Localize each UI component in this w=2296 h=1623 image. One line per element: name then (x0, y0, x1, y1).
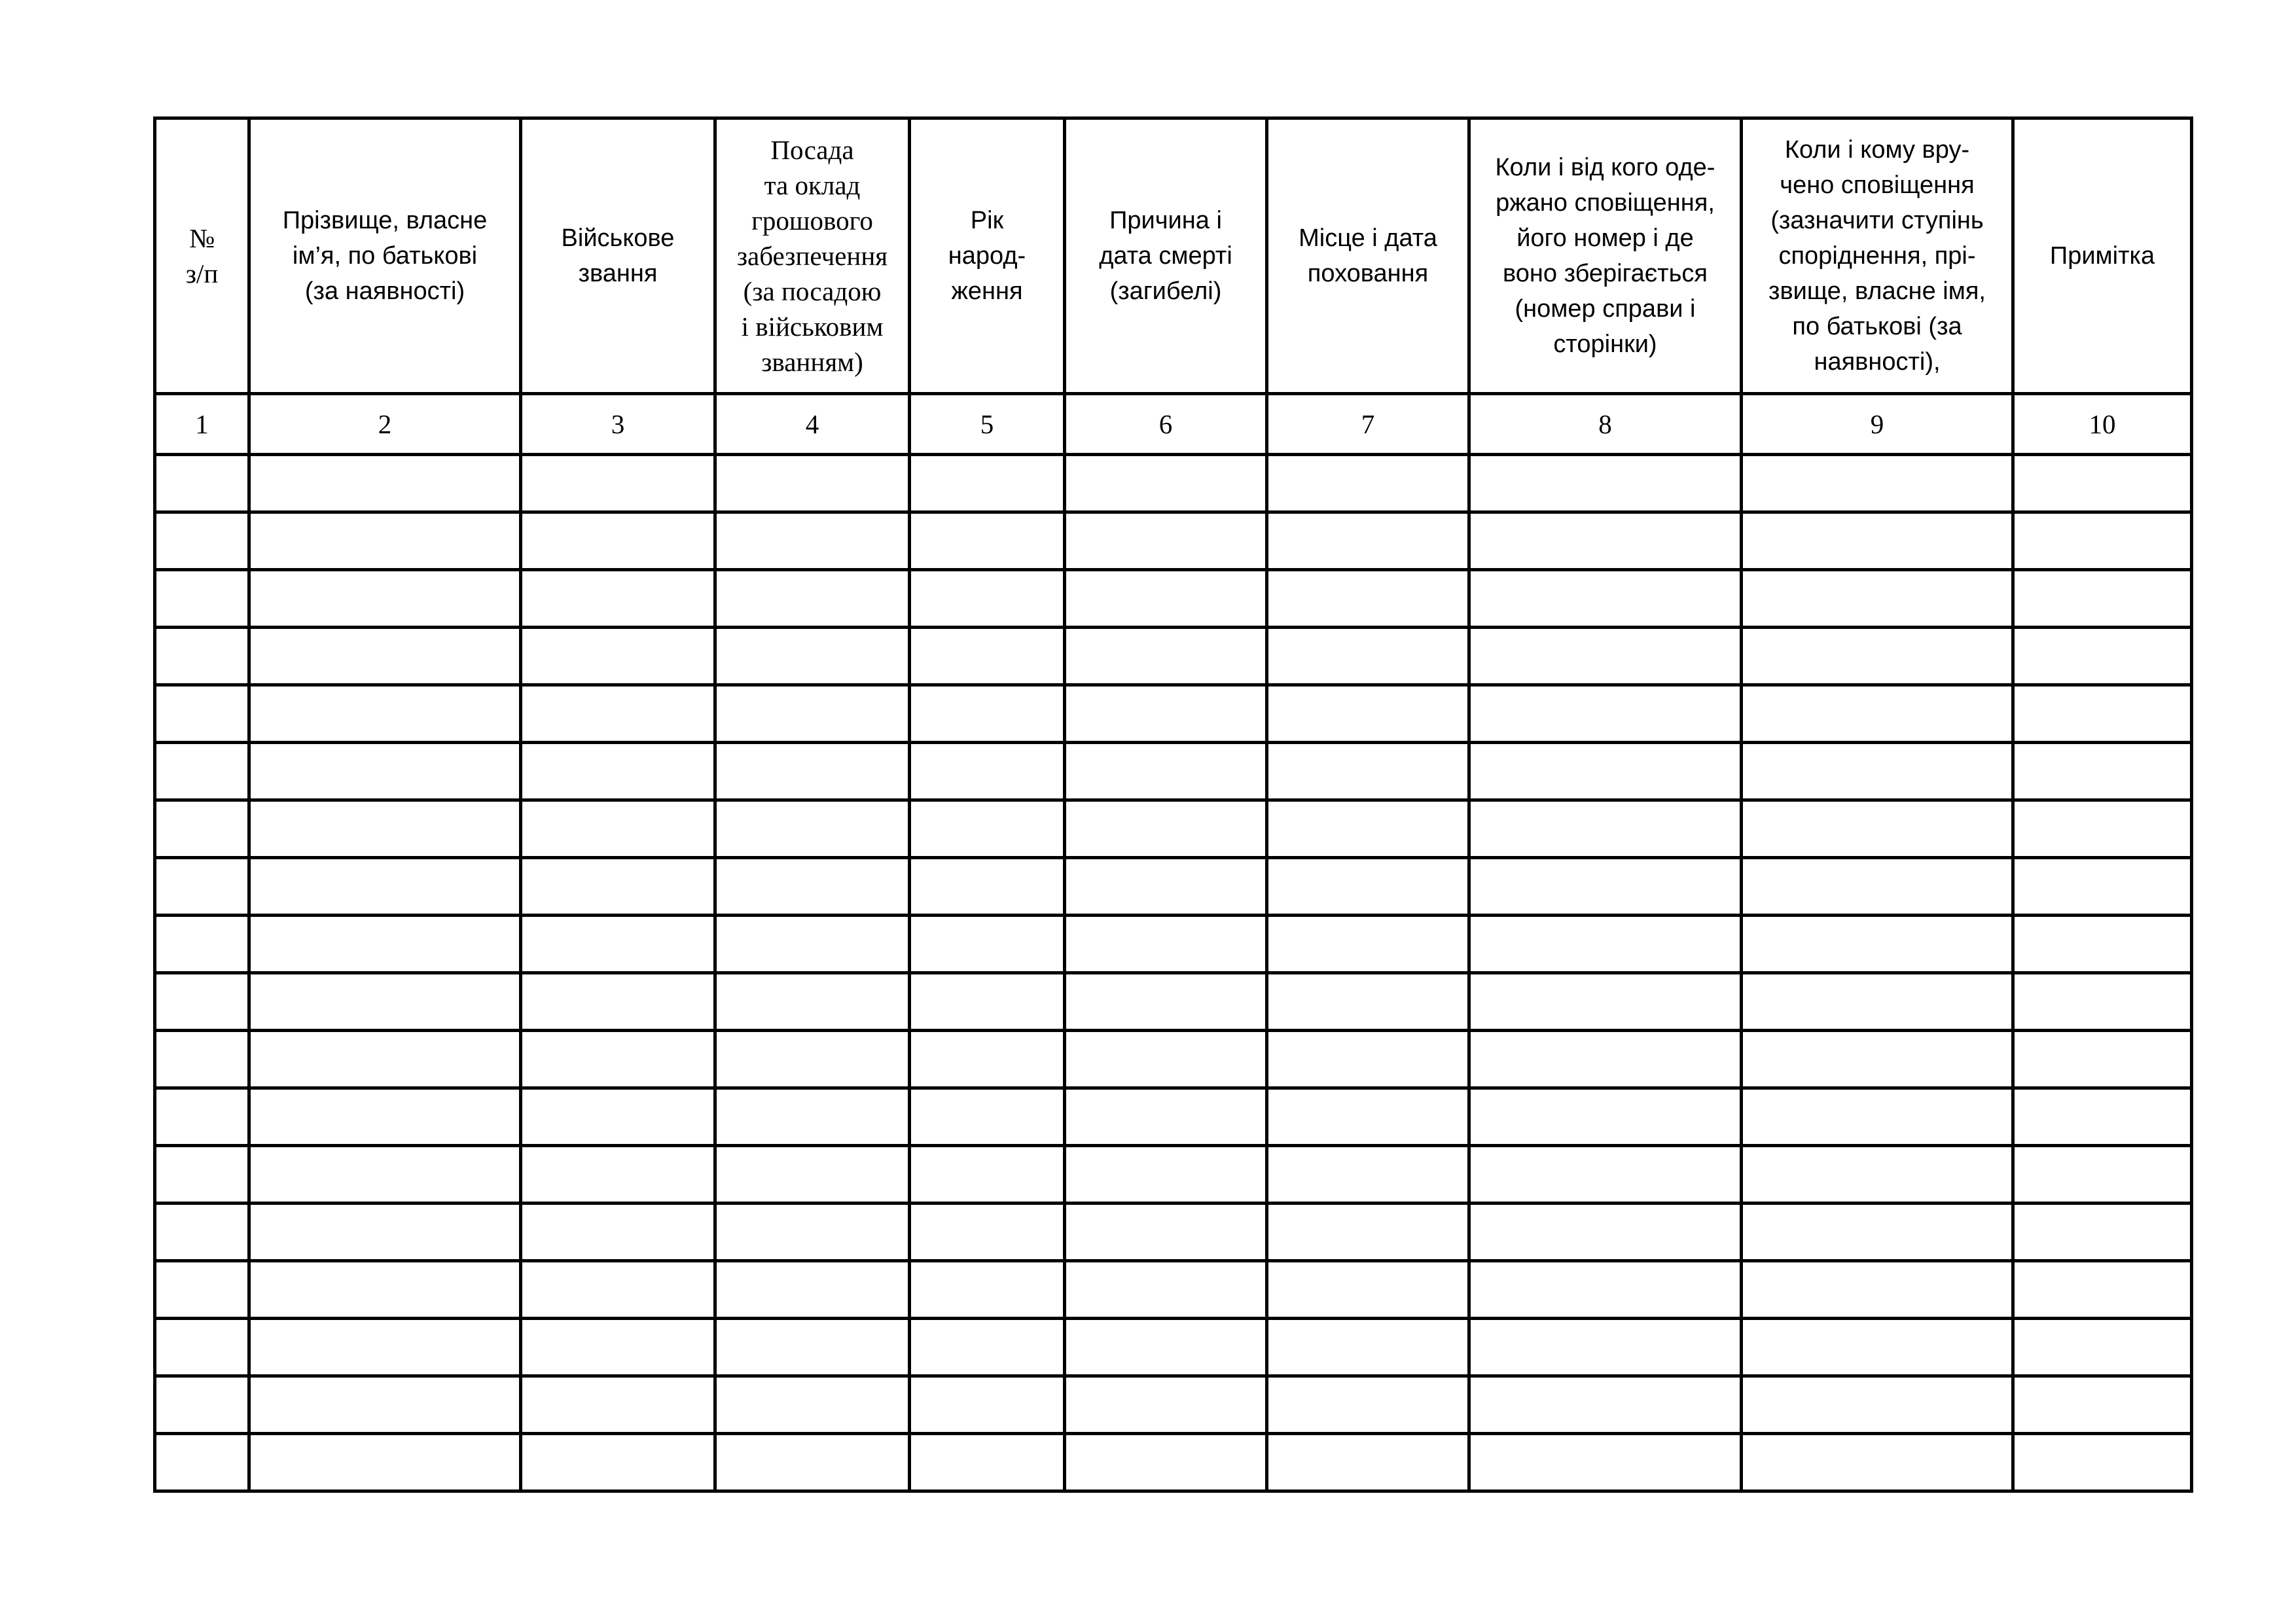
empty-cell (1267, 973, 1469, 1031)
empty-cell (155, 455, 249, 512)
empty-cell (1267, 1319, 1469, 1376)
empty-cell (521, 685, 715, 743)
empty-cell (2013, 858, 2192, 916)
empty-cell (1469, 512, 1742, 570)
empty-cell (1742, 1031, 2013, 1088)
empty-cell (1742, 1204, 2013, 1261)
empty-cell (1469, 1146, 1742, 1204)
empty-cell (910, 1376, 1065, 1434)
empty-cell (249, 1146, 521, 1204)
empty-cell (249, 1261, 521, 1319)
empty-cell (1742, 916, 2013, 973)
table-row (155, 858, 2192, 916)
empty-cell (155, 743, 249, 800)
empty-cell (715, 1261, 910, 1319)
empty-cell (2013, 1434, 2192, 1491)
header-cell-2: Прізвище, власне ім’я, по батькові (за наявності) (249, 118, 521, 394)
empty-cell (155, 1146, 249, 1204)
empty-cell (715, 1031, 910, 1088)
empty-cell (715, 858, 910, 916)
empty-cell (2013, 973, 2192, 1031)
column-number-9: 9 (1742, 394, 2013, 455)
empty-cell (910, 858, 1065, 916)
empty-cell (249, 858, 521, 916)
empty-cell (155, 1204, 249, 1261)
empty-cell (1469, 973, 1742, 1031)
empty-cell (910, 570, 1065, 628)
empty-cell (1469, 685, 1742, 743)
empty-cell (715, 973, 910, 1031)
table-row (155, 1146, 2192, 1204)
empty-cell (2013, 916, 2192, 973)
empty-cell (1267, 1031, 1469, 1088)
header-cell-10: Примітка (2013, 118, 2192, 394)
header-row (155, 118, 2192, 394)
empty-cell (155, 1434, 249, 1491)
header-cell-5: Рік народ- ження (910, 118, 1065, 394)
empty-cell (1267, 455, 1469, 512)
empty-cell (1267, 512, 1469, 570)
empty-cell (521, 1031, 715, 1088)
empty-cell (715, 1319, 910, 1376)
empty-cell (155, 1319, 249, 1376)
empty-cell (521, 455, 715, 512)
empty-cell (1065, 1146, 1267, 1204)
empty-cell (521, 1146, 715, 1204)
empty-cell (715, 455, 910, 512)
empty-cell (1267, 1088, 1469, 1146)
empty-cell (155, 685, 249, 743)
table-row (155, 1204, 2192, 1261)
empty-cell (1065, 628, 1267, 685)
empty-cell (1742, 455, 2013, 512)
table-row (155, 916, 2192, 973)
empty-cell (910, 685, 1065, 743)
empty-cell (249, 743, 521, 800)
empty-cell (1267, 1376, 1469, 1434)
table-row (155, 1031, 2192, 1088)
empty-cell (1065, 685, 1267, 743)
table-row (155, 1376, 2192, 1434)
empty-cell (715, 512, 910, 570)
empty-cell (1065, 800, 1267, 858)
empty-cell (249, 570, 521, 628)
empty-cell (2013, 1376, 2192, 1434)
empty-cell (1065, 1261, 1267, 1319)
empty-cell (910, 800, 1065, 858)
empty-cell (715, 628, 910, 685)
empty-cell (155, 916, 249, 973)
empty-cell (910, 743, 1065, 800)
empty-cell (1267, 916, 1469, 973)
empty-cell (521, 800, 715, 858)
empty-cell (249, 512, 521, 570)
empty-cell (715, 1088, 910, 1146)
empty-cell (521, 1088, 715, 1146)
empty-cell (1742, 685, 2013, 743)
empty-cell (910, 1319, 1065, 1376)
empty-cell (155, 512, 249, 570)
table-row (155, 1319, 2192, 1376)
empty-cell (155, 800, 249, 858)
table-row (155, 1088, 2192, 1146)
header-cell-3: Військове звання (521, 118, 715, 394)
empty-cell (1065, 1319, 1267, 1376)
empty-cell (1742, 628, 2013, 685)
empty-cell (715, 916, 910, 973)
empty-cell (910, 916, 1065, 973)
header-cell-1: № з/п (155, 118, 249, 394)
empty-cell (155, 628, 249, 685)
empty-cell (1742, 1146, 2013, 1204)
empty-cell (1065, 1204, 1267, 1261)
empty-cell (249, 455, 521, 512)
empty-cell (715, 570, 910, 628)
empty-cell (521, 973, 715, 1031)
empty-cell (715, 1146, 910, 1204)
empty-cell (1469, 628, 1742, 685)
empty-cell (2013, 628, 2192, 685)
empty-cell (910, 455, 1065, 512)
column-number-10: 10 (2013, 394, 2192, 455)
empty-cell (155, 858, 249, 916)
register-table (153, 116, 2193, 1493)
table-row (155, 455, 2192, 512)
empty-cell (1065, 1376, 1267, 1434)
empty-cell (249, 1088, 521, 1146)
empty-cell (910, 1204, 1065, 1261)
empty-cell (249, 685, 521, 743)
empty-cell (521, 858, 715, 916)
header-cell-9: Коли і кому вру- чено сповіщення (зазначити ступінь споріднення, прі- звище, власне імя, по батькові (за наявності), (1742, 118, 2013, 394)
empty-cell (2013, 1204, 2192, 1261)
table-row (155, 800, 2192, 858)
empty-cell (521, 1319, 715, 1376)
column-number-8: 8 (1469, 394, 1742, 455)
empty-cell (910, 512, 1065, 570)
empty-cell (249, 1319, 521, 1376)
empty-cell (155, 1261, 249, 1319)
empty-cell (1065, 1434, 1267, 1491)
empty-cell (1469, 1319, 1742, 1376)
empty-cell (1065, 916, 1267, 973)
table-row (155, 570, 2192, 628)
header-cell-8: Коли і від кого оде- ржано сповіщення, його номер і де воно зберігається (номер справи і сторінки) (1469, 118, 1742, 394)
empty-cell (1267, 1261, 1469, 1319)
empty-cell (1267, 1434, 1469, 1491)
empty-cell (1065, 743, 1267, 800)
empty-cell (715, 743, 910, 800)
empty-cell (1469, 1376, 1742, 1434)
column-number-4: 4 (715, 394, 910, 455)
empty-cell (1469, 858, 1742, 916)
table-row (155, 973, 2192, 1031)
empty-cell (1267, 743, 1469, 800)
empty-cell (521, 628, 715, 685)
empty-cell (910, 1434, 1065, 1491)
empty-cell (2013, 1319, 2192, 1376)
empty-cell (1742, 973, 2013, 1031)
empty-cell (1469, 1204, 1742, 1261)
column-number-6: 6 (1065, 394, 1267, 455)
column-number-5: 5 (910, 394, 1065, 455)
empty-cell (249, 800, 521, 858)
empty-cell (910, 1261, 1065, 1319)
empty-cell (1742, 512, 2013, 570)
empty-cell (155, 1031, 249, 1088)
empty-cell (249, 1031, 521, 1088)
empty-cell (249, 916, 521, 973)
empty-cell (1267, 800, 1469, 858)
empty-cell (1469, 1261, 1742, 1319)
empty-cell (155, 973, 249, 1031)
header-cell-6: Причина і дата смерті (загибелі) (1065, 118, 1267, 394)
empty-cell (1469, 916, 1742, 973)
empty-cell (1267, 628, 1469, 685)
empty-cell (1065, 1031, 1267, 1088)
empty-cell (715, 1204, 910, 1261)
empty-cell (521, 1261, 715, 1319)
empty-cell (521, 916, 715, 973)
empty-cell (910, 628, 1065, 685)
empty-cell (1065, 455, 1267, 512)
empty-cell (1469, 1031, 1742, 1088)
empty-cell (521, 1434, 715, 1491)
table-row (155, 512, 2192, 570)
empty-cell (1742, 1088, 2013, 1146)
empty-cell (155, 1088, 249, 1146)
empty-cell (155, 1376, 249, 1434)
empty-cell (1469, 1088, 1742, 1146)
empty-cell (2013, 743, 2192, 800)
empty-cell (2013, 1261, 2192, 1319)
empty-cell (2013, 512, 2192, 570)
empty-cell (1469, 800, 1742, 858)
empty-cell (1742, 1319, 2013, 1376)
empty-cell (1065, 512, 1267, 570)
empty-cell (1469, 455, 1742, 512)
empty-cell (249, 628, 521, 685)
empty-cell (1742, 743, 2013, 800)
empty-cell (1742, 1434, 2013, 1491)
header-cell-4: Посада та оклад грошового забезпечення (за посадою і військовим званням) (715, 118, 910, 394)
empty-cell (715, 1376, 910, 1434)
blank-rows (155, 455, 2192, 1491)
empty-cell (910, 973, 1065, 1031)
empty-cell (1267, 1146, 1469, 1204)
empty-cell (1742, 1261, 2013, 1319)
empty-cell (1742, 1376, 2013, 1434)
empty-cell (521, 1204, 715, 1261)
empty-cell (715, 800, 910, 858)
empty-cell (1267, 570, 1469, 628)
table-row (155, 685, 2192, 743)
empty-cell (2013, 1146, 2192, 1204)
empty-cell (521, 1376, 715, 1434)
column-number-1: 1 (155, 394, 249, 455)
empty-cell (521, 512, 715, 570)
empty-cell (2013, 1088, 2192, 1146)
column-number-2: 2 (249, 394, 521, 455)
empty-cell (1469, 1434, 1742, 1491)
empty-cell (1065, 973, 1267, 1031)
column-number-row (155, 394, 2192, 455)
empty-cell (1742, 800, 2013, 858)
empty-cell (2013, 455, 2192, 512)
empty-cell (910, 1031, 1065, 1088)
empty-cell (1267, 1204, 1469, 1261)
empty-cell (1065, 570, 1267, 628)
empty-cell (715, 685, 910, 743)
empty-cell (1065, 1088, 1267, 1146)
column-number-7: 7 (1267, 394, 1469, 455)
empty-cell (2013, 685, 2192, 743)
empty-cell (910, 1088, 1065, 1146)
empty-cell (1469, 743, 1742, 800)
empty-cell (249, 1376, 521, 1434)
header-cell-7: Місце і дата поховання (1267, 118, 1469, 394)
column-number-3: 3 (521, 394, 715, 455)
empty-cell (910, 1146, 1065, 1204)
empty-cell (1742, 570, 2013, 628)
table-row (155, 743, 2192, 800)
empty-cell (249, 1204, 521, 1261)
empty-cell (1267, 858, 1469, 916)
empty-cell (521, 570, 715, 628)
empty-cell (249, 1434, 521, 1491)
empty-cell (1065, 858, 1267, 916)
empty-cell (715, 1434, 910, 1491)
empty-cell (249, 973, 521, 1031)
empty-cell (1267, 685, 1469, 743)
empty-cell (155, 570, 249, 628)
empty-cell (2013, 1031, 2192, 1088)
table-row (155, 1434, 2192, 1491)
empty-cell (1742, 858, 2013, 916)
table-row (155, 1261, 2192, 1319)
empty-cell (2013, 800, 2192, 858)
table-row (155, 628, 2192, 685)
empty-cell (521, 743, 715, 800)
empty-cell (1469, 570, 1742, 628)
empty-cell (2013, 570, 2192, 628)
